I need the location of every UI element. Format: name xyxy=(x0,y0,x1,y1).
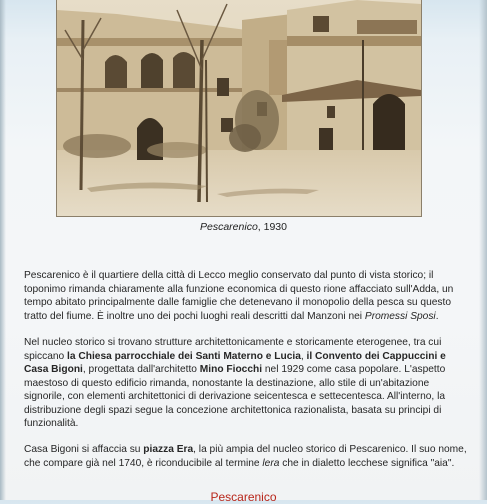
bold-casa-bigoni: Casa Bigoni xyxy=(24,364,83,375)
text-line: distribuzione degli spazi segue la concezione architettonica razionalista, basata su principi di xyxy=(24,404,442,416)
paragraph-intro xyxy=(24,269,457,323)
paragraph-piazza xyxy=(24,443,467,470)
bold-architect: Mino Fiocchi xyxy=(199,364,263,375)
panel-edge-right xyxy=(479,0,487,500)
text-segment: spiccano xyxy=(24,350,68,362)
text-segment: tratto del fiume. È inoltre uno dei pochi luoghi reali descritti dal Manzoni nei xyxy=(24,310,365,322)
dialect-term: lera xyxy=(262,457,280,469)
bold-church: la Chiesa parrocchiale dei Santi Materno e Lucia xyxy=(67,350,301,362)
text-segment: , xyxy=(300,350,307,362)
text-line xyxy=(24,443,467,457)
bold-piazza-era: piazza Era xyxy=(143,444,194,455)
text-line: funzionalità. xyxy=(24,418,79,429)
text-line: maestoso di questo edificio rimanda, nonostante la destinazione, allo stile di un'abitazione xyxy=(24,377,430,389)
text-segment: Casa Bigoni si affaccia su xyxy=(24,444,144,455)
caption-place: Pescarenico xyxy=(200,221,258,233)
text-line xyxy=(24,457,457,471)
text-line: toponimo rimanda chiaramente alla funzione economica di questo rione affacciato sull'Adda, un xyxy=(24,283,454,295)
text-line: signorile, con elementi architettonici di derivazione seicentesca e settecentesca. All'interno, la xyxy=(24,391,445,402)
text-segment: , la più ampia del nucleo storico di Pescarenico. Il suo nome, xyxy=(193,444,467,455)
text-segment: . xyxy=(435,310,439,322)
bold-convent: il Convento dei Cappuccini e xyxy=(306,350,446,362)
text-line: Pescarenico è il quartiere della città di Lecco meglio conservato dal punto di vista storico; il xyxy=(24,270,434,281)
section-heading: Pescarenico xyxy=(210,490,277,504)
book-title: Promessi Sposi xyxy=(364,310,436,322)
text-line: Nel nucleo storico si trovano strutture architettonicamente e storicamente eterogenee, tra cui xyxy=(24,337,442,348)
text-segment: , progettata dall'architetto xyxy=(82,364,200,375)
text-line xyxy=(24,350,457,364)
text-segment: nel 1929 come casa popolare. L'aspetto xyxy=(262,364,446,375)
text-line xyxy=(24,363,457,377)
photo-caption xyxy=(0,221,487,233)
panel-edge-left xyxy=(0,0,6,500)
text-segment: che compare già nel 1740, è riconducibile al termine xyxy=(24,457,263,469)
text-segment: che in dialetto lecchese significa "aia". xyxy=(279,457,455,469)
caption-year: , 1930 xyxy=(257,221,287,233)
historic-photo xyxy=(57,0,421,216)
paragraph-nucleus xyxy=(24,336,457,431)
text-line xyxy=(24,310,457,324)
text-line: tempo abitato principalmente dalle famiglie che detenevano il monopolio della pesca su questo xyxy=(24,297,452,308)
